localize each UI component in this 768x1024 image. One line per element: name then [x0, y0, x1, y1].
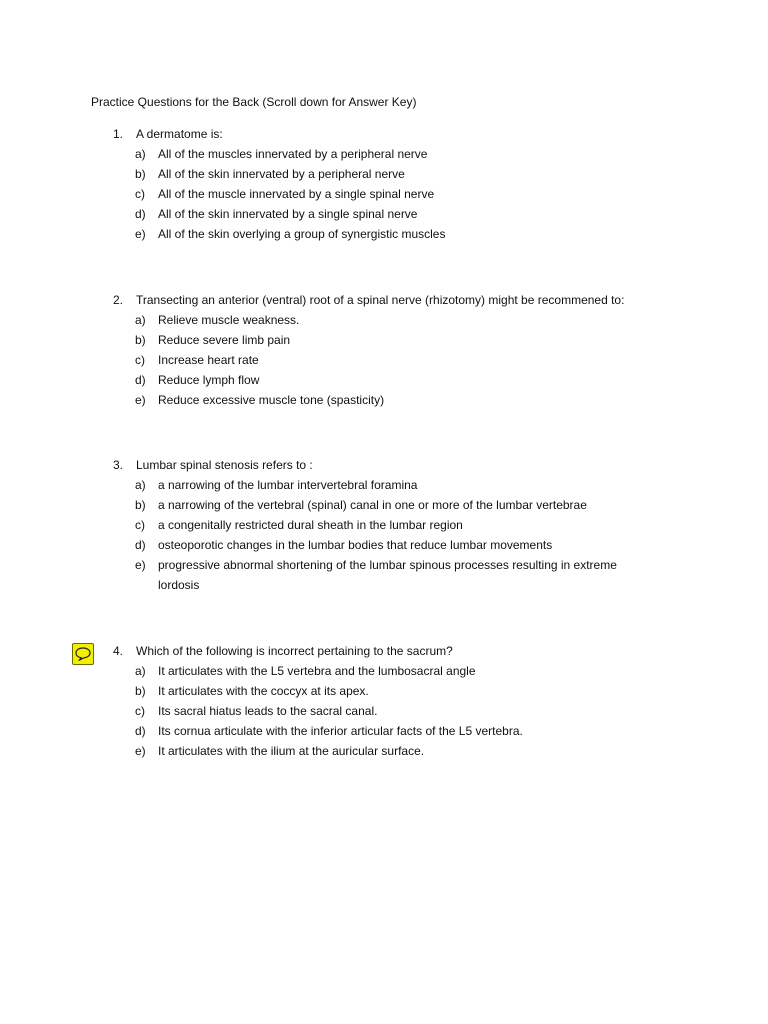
option-text: All of the muscle innervated by a single spinal nerve — [158, 187, 435, 201]
question-text: Lumbar spinal stenosis refers to : — [136, 458, 313, 472]
option-letter: b) — [135, 333, 146, 347]
option-text: All of the muscles innervated by a peripheral nerve — [158, 147, 428, 161]
option-text: All of the skin overlying a group of synergistic muscles — [158, 227, 446, 241]
option-text: Reduce severe limb pain — [158, 333, 291, 347]
question-number: 4. — [113, 644, 124, 658]
option-letter: e) — [135, 558, 146, 572]
option-text: All of the skin innervated by a peripheral nerve — [158, 167, 405, 181]
option-text: a congenitally restricted dural sheath in the lumbar region — [158, 518, 463, 532]
option-letter: e) — [135, 393, 146, 407]
option-text: It articulates with the coccyx at its apex. — [158, 684, 369, 698]
option-letter: e) — [135, 744, 146, 758]
question-3 — [0, 459, 768, 599]
question-text: A dermatome is: — [136, 127, 223, 141]
option-text: a narrowing of the lumbar intervertebral foramina — [158, 478, 418, 492]
option-text: progressive abnormal shortening of the lumbar spinous processes resulting in extreme lordosis — [158, 558, 617, 592]
option-letter: a) — [135, 664, 146, 678]
answer-option — [0, 394, 768, 414]
question-text: Which of the following is incorrect pertaining to the sacrum? — [136, 644, 453, 658]
question-2 — [0, 294, 768, 414]
option-text: It articulates with the ilium at the auricular surface. — [158, 744, 425, 758]
answer-option — [0, 745, 768, 765]
answer-option — [0, 559, 768, 599]
question-number: 1. — [113, 127, 124, 141]
option-text: It articulates with the L5 vertebra and the lumbosacral angle — [158, 664, 476, 678]
option-letter: c) — [135, 518, 145, 532]
option-letter: a) — [135, 147, 146, 161]
option-letter: c) — [135, 353, 145, 367]
option-text: Its cornua articulate with the inferior articular facts of the L5 vertebra. — [158, 724, 523, 738]
option-letter: b) — [135, 498, 146, 512]
option-text: Its sacral hiatus leads to the sacral canal. — [158, 704, 378, 718]
option-letter: b) — [135, 684, 146, 698]
option-letter: e) — [135, 227, 146, 241]
option-letter: d) — [135, 373, 146, 387]
option-text: osteoporotic changes in the lumbar bodies that reduce lumbar movements — [158, 538, 553, 552]
option-text: a narrowing of the vertebral (spinal) canal in one or more of the lumbar vertebrae — [158, 498, 587, 512]
question-1 — [0, 128, 768, 248]
option-text: Reduce excessive muscle tone (spasticity) — [158, 393, 385, 407]
option-letter: b) — [135, 167, 146, 181]
option-letter: a) — [135, 313, 146, 327]
option-letter: c) — [135, 704, 145, 718]
option-text: Relieve muscle weakness. — [158, 313, 300, 327]
question-4 — [0, 645, 768, 765]
question-text: Transecting an anterior (ventral) root of a spinal nerve (rhizotomy) might be recommened to: — [136, 293, 625, 307]
question-number: 3. — [113, 458, 124, 472]
option-text: Reduce lymph flow — [158, 373, 260, 387]
option-letter: c) — [135, 187, 145, 201]
answer-option — [0, 228, 768, 248]
document-title: Practice Questions for the Back (Scroll down for Answer Key) — [91, 95, 417, 109]
option-text: All of the skin innervated by a single spinal nerve — [158, 207, 418, 221]
option-letter: d) — [135, 538, 146, 552]
option-letter: a) — [135, 478, 146, 492]
option-letter: d) — [135, 207, 146, 221]
option-text: Increase heart rate — [158, 353, 259, 367]
option-letter: d) — [135, 724, 146, 738]
question-number: 2. — [113, 293, 124, 307]
